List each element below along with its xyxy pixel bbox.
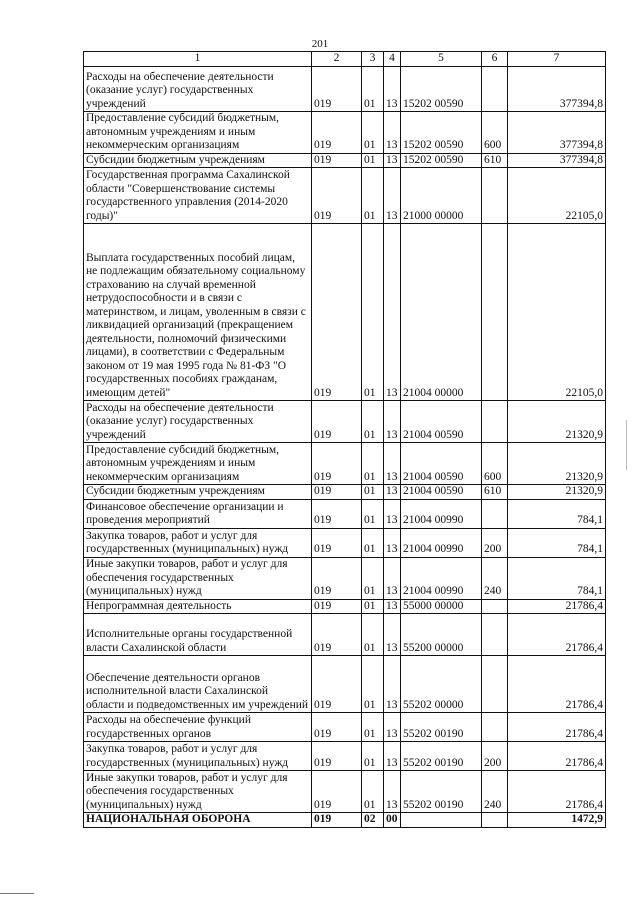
row-ministry-code: 019	[312, 224, 362, 401]
row-section-code: 01	[362, 557, 384, 599]
row-expense-type-code	[482, 67, 508, 112]
row-section-code: 01	[362, 499, 384, 528]
row-target-code: 21004 00990	[401, 499, 482, 528]
row-section-code: 01	[362, 67, 384, 112]
column-header: 3	[362, 52, 384, 67]
row-expense-type-code: 600	[482, 112, 508, 154]
row-section-code: 01	[362, 401, 384, 443]
row-section-code: 02	[362, 813, 384, 828]
table-row	[84, 112, 606, 154]
row-subsection-code: 13	[384, 168, 401, 224]
row-ministry-code: 019	[312, 614, 362, 656]
row-section-code: 01	[362, 771, 384, 813]
table-row	[84, 153, 606, 168]
row-target-code: 21004 00000	[401, 224, 482, 401]
row-section-code: 01	[362, 528, 384, 557]
row-target-code: 21004 00590	[401, 401, 482, 443]
row-ministry-code: 019	[312, 112, 362, 154]
row-name: Исполнительные органы государственной власти Сахалинской области	[84, 614, 312, 656]
row-expense-type-code: 610	[482, 485, 508, 500]
row-expense-type-code: 610	[482, 153, 508, 168]
row-ministry-code: 019	[312, 443, 362, 485]
row-name: Государственная программа Сахалинской области "Совершенствование системы государственного управления (2014-2020 годы)"	[84, 168, 312, 224]
table-row	[84, 713, 606, 742]
row-target-code: 55200 00000	[401, 614, 482, 656]
row-subsection-code: 13	[384, 401, 401, 443]
table-row	[84, 224, 606, 401]
row-ministry-code: 019	[312, 599, 362, 614]
row-amount: 21786,4	[508, 713, 606, 742]
row-name: Выплата государственных пособий лицам, не подлежащим обязательному социальному страхованию на случай временной нетрудоспособности и в связи с материнством, и лицам, уволенным в связи с ликвидацией организаций (прекращением деятельности, полномочий физическими лицами), в соответствии с Федеральным законом от 19 мая 1995 года № 81-ФЗ "О государственных пособиях гражданам, имеющим детей"	[84, 224, 312, 401]
row-name: Закупка товаров, работ и услуг для государственных (муниципальных) нужд	[84, 742, 312, 771]
row-expense-type-code: 200	[482, 528, 508, 557]
row-subsection-code: 13	[384, 67, 401, 112]
row-target-code: 55202 00000	[401, 656, 482, 713]
row-section-code: 01	[362, 656, 384, 713]
row-name: Предоставление субсидий бюджетным, автономным учреждениям и иным некоммерческим организациям	[84, 443, 312, 485]
row-subsection-code: 13	[384, 742, 401, 771]
row-ministry-code: 019	[312, 153, 362, 168]
table-row	[84, 656, 606, 713]
table-row	[84, 557, 606, 599]
row-subsection-code: 13	[384, 153, 401, 168]
row-name: Предоставление субсидий бюджетным, автономным учреждениям и иным некоммерческим организациям	[84, 112, 312, 154]
row-ministry-code: 019	[312, 557, 362, 599]
row-subsection-code: 13	[384, 499, 401, 528]
row-expense-type-code	[482, 401, 508, 443]
row-amount: 784,1	[508, 557, 606, 599]
table-row	[84, 813, 606, 828]
row-name: Финансовое обеспечение организации и проведения мероприятий	[84, 499, 312, 528]
row-target-code: 15202 00590	[401, 67, 482, 112]
row-amount: 21320,9	[508, 443, 606, 485]
row-section-code: 01	[362, 112, 384, 154]
row-expense-type-code	[482, 813, 508, 828]
row-name: Обеспечение деятельности органов исполнительной власти Сахалинской области и подведомственных им учреждений	[84, 656, 312, 713]
header-row	[84, 52, 606, 67]
row-expense-type-code: 240	[482, 771, 508, 813]
row-target-code: 55000 00000	[401, 599, 482, 614]
column-header: 2	[312, 52, 362, 67]
row-subsection-code: 13	[384, 485, 401, 500]
column-header: 5	[401, 52, 482, 67]
row-subsection-code: 13	[384, 112, 401, 154]
row-target-code: 21004 00990	[401, 528, 482, 557]
table-row	[84, 528, 606, 557]
row-amount: 22105,0	[508, 168, 606, 224]
row-ministry-code: 019	[312, 742, 362, 771]
row-subsection-code: 13	[384, 224, 401, 401]
row-amount: 21786,4	[508, 771, 606, 813]
row-name: Расходы на обеспечение функций государственных органов	[84, 713, 312, 742]
scan-edge-mark	[626, 420, 627, 470]
row-expense-type-code	[482, 224, 508, 401]
row-amount: 377394,8	[508, 67, 606, 112]
row-section-code: 01	[362, 224, 384, 401]
row-amount: 21786,4	[508, 656, 606, 713]
row-ministry-code: 019	[312, 528, 362, 557]
row-section-code: 01	[362, 599, 384, 614]
row-amount: 21786,4	[508, 599, 606, 614]
column-header: 4	[384, 52, 401, 67]
row-expense-type-code: 240	[482, 557, 508, 599]
table-row	[84, 742, 606, 771]
row-subsection-code: 13	[384, 557, 401, 599]
row-name: Закупка товаров, работ и услуг для государственных (муниципальных) нужд	[84, 528, 312, 557]
row-expense-type-code: 600	[482, 443, 508, 485]
row-target-code: 21004 00590	[401, 485, 482, 500]
footnote-rule	[0, 893, 34, 894]
row-target-code: 21004 00990	[401, 557, 482, 599]
table-row	[84, 443, 606, 485]
row-section-code: 01	[362, 713, 384, 742]
table-row	[84, 485, 606, 500]
row-name: Иные закупки товаров, работ и услуг для обеспечения государственных (муниципальных) нужд	[84, 771, 312, 813]
table-row	[84, 614, 606, 656]
row-target-code: 55202 00190	[401, 713, 482, 742]
table-row	[84, 599, 606, 614]
row-ministry-code: 019	[312, 656, 362, 713]
row-target-code	[401, 813, 482, 828]
table-row	[84, 401, 606, 443]
row-subsection-code: 00	[384, 813, 401, 828]
row-ministry-code: 019	[312, 713, 362, 742]
row-subsection-code: 13	[384, 656, 401, 713]
row-ministry-code: 019	[312, 771, 362, 813]
row-ministry-code: 019	[312, 485, 362, 500]
row-ministry-code: 019	[312, 168, 362, 224]
row-amount: 377394,8	[508, 112, 606, 154]
row-target-code: 15202 00590	[401, 112, 482, 154]
table-row	[84, 168, 606, 224]
row-amount: 22105,0	[508, 224, 606, 401]
row-amount: 21320,9	[508, 485, 606, 500]
row-section-code: 01	[362, 153, 384, 168]
row-ministry-code: 019	[312, 401, 362, 443]
row-amount: 377394,8	[508, 153, 606, 168]
row-expense-type-code	[482, 499, 508, 528]
row-target-code: 21000 00000	[401, 168, 482, 224]
row-subsection-code: 13	[384, 713, 401, 742]
row-target-code: 55202 00190	[401, 771, 482, 813]
page-number: 201	[311, 38, 329, 50]
row-amount: 21320,9	[508, 401, 606, 443]
row-ministry-code: 019	[312, 813, 362, 828]
row-name: Расходы на обеспечение деятельности (оказание услуг) государственных учреждений	[84, 67, 312, 112]
row-name: Субсидии бюджетным учреждениям	[84, 485, 312, 500]
row-amount: 784,1	[508, 528, 606, 557]
row-section-code: 01	[362, 168, 384, 224]
row-amount: 784,1	[508, 499, 606, 528]
row-ministry-code: 019	[312, 67, 362, 112]
table-row	[84, 67, 606, 112]
table-row	[84, 771, 606, 813]
row-subsection-code: 13	[384, 599, 401, 614]
row-subsection-code: 13	[384, 443, 401, 485]
table-row	[84, 499, 606, 528]
row-subsection-code: 13	[384, 528, 401, 557]
row-section-code: 01	[362, 485, 384, 500]
row-name: Субсидии бюджетным учреждениям	[84, 153, 312, 168]
row-section-code: 01	[362, 614, 384, 656]
budget-table	[83, 51, 606, 828]
row-name: Непрограммная деятельность	[84, 599, 312, 614]
row-amount: 1472,9	[508, 813, 606, 828]
row-amount: 21786,4	[508, 614, 606, 656]
row-name: Расходы на обеспечение деятельности (оказание услуг) государственных учреждений	[84, 401, 312, 443]
row-expense-type-code: 200	[482, 742, 508, 771]
column-header: 7	[508, 52, 606, 67]
row-ministry-code: 019	[312, 499, 362, 528]
row-expense-type-code	[482, 656, 508, 713]
row-name: Иные закупки товаров, работ и услуг для обеспечения государственных (муниципальных) нужд	[84, 557, 312, 599]
row-section-code: 01	[362, 742, 384, 771]
row-expense-type-code	[482, 599, 508, 614]
column-header: 6	[482, 52, 508, 67]
row-expense-type-code	[482, 168, 508, 224]
row-target-code: 15202 00590	[401, 153, 482, 168]
column-header: 1	[84, 52, 312, 67]
row-subsection-code: 13	[384, 771, 401, 813]
row-target-code: 55202 00190	[401, 742, 482, 771]
row-section-code: 01	[362, 443, 384, 485]
row-name: НАЦИОНАЛЬНАЯ ОБОРОНА	[84, 813, 312, 828]
row-amount: 21786,4	[508, 742, 606, 771]
row-target-code: 21004 00590	[401, 443, 482, 485]
row-subsection-code: 13	[384, 614, 401, 656]
row-expense-type-code	[482, 614, 508, 656]
row-expense-type-code	[482, 713, 508, 742]
